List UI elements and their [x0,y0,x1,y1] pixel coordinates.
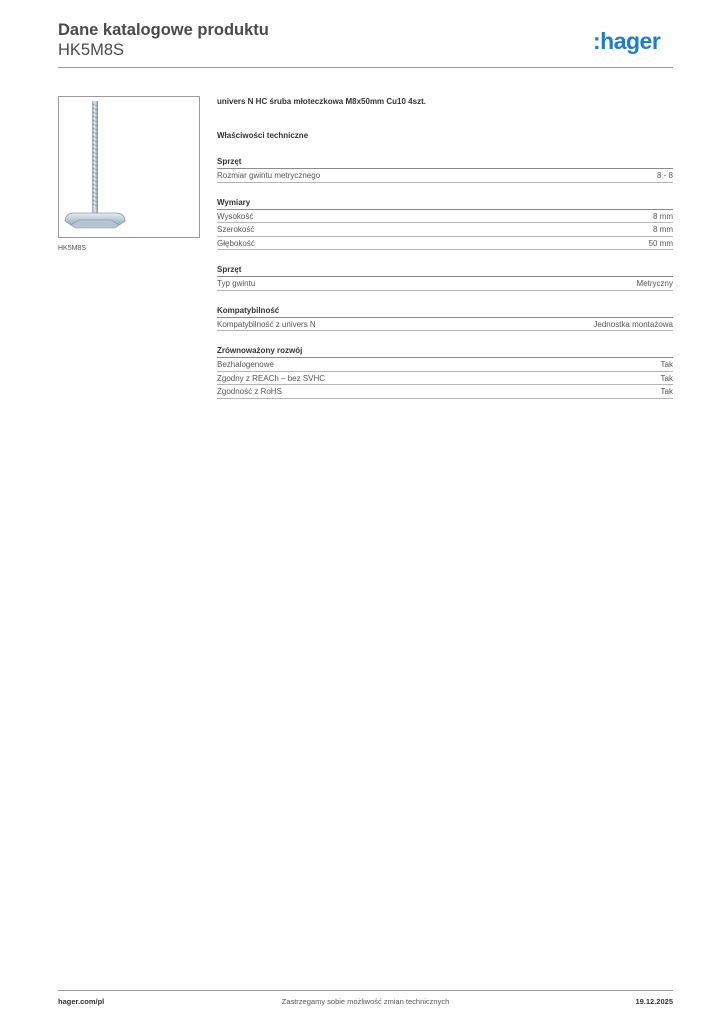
property-value: Tak [660,373,673,383]
property-label: Zgodność z RoHS [217,387,282,396]
footer-divider [58,990,673,991]
property-row [217,210,673,224]
hager-logo [593,28,673,56]
product-code: HK5M8S [58,41,125,59]
property-group [217,197,673,251]
property-label: Zgodny z REACh – bez SVHC [217,373,326,383]
property-value: Tak [660,387,673,396]
property-value: Tak [660,360,673,369]
properties-heading: Właściwości techniczne [217,131,309,140]
property-value: 8 mm [653,225,673,234]
property-group [217,264,673,291]
property-row [217,358,673,372]
image-caption: HK5M8S [58,245,87,252]
property-label: Szerokość [217,225,255,234]
property-row [217,385,673,399]
property-value: 8 mm [653,211,673,221]
product-details [217,96,673,399]
group-title: Zrównoważony rozwój [217,345,673,358]
group-title: Sprzęt [217,264,673,277]
property-value: 8 - 8 [656,171,673,180]
property-row [217,372,673,386]
property-group [217,305,673,332]
hager-logo-icon [593,28,673,56]
property-label: Bezhalogenowe [217,360,274,369]
group-title: Sprzęt [217,156,673,169]
group-title: Wymiary [217,197,673,210]
property-row [217,169,673,183]
property-row [217,223,673,237]
property-value: Metryczny [636,279,673,288]
property-row [217,277,673,291]
document-title: Dane katalogowe produktu [58,21,269,39]
property-value: Jednostka montażowa [593,319,673,329]
property-label: Typ gwintu [217,279,256,288]
header-divider [58,67,673,68]
document-footer [58,997,673,1009]
product-image [58,96,200,238]
property-label: Rozmiar gwintu metrycznego [217,171,321,180]
property-group [217,156,673,183]
property-label: Głębokość [217,238,255,248]
property-label: Kompatybilność z univers N [217,319,316,329]
document-header [58,20,673,60]
footer-notice: Zastrzegamy sobie możliwość zmian technicznych [281,997,450,1006]
hammer-head-bolt-image [59,97,199,237]
property-label: Wysokość [217,211,254,221]
website-link[interactable]: hager.com/pl [58,997,105,1006]
product-description: univers N HC śruba młoteczkowa M8x50mm Cu10 4szt. [217,97,426,106]
document-date: 19.12.2025 [635,997,673,1006]
property-row [217,318,673,332]
group-title: Kompatybilność [217,305,673,318]
property-value: 50 mm [648,238,673,248]
svg-text::hager: :hager [593,28,661,54]
property-group [217,345,673,399]
property-row [217,237,673,251]
